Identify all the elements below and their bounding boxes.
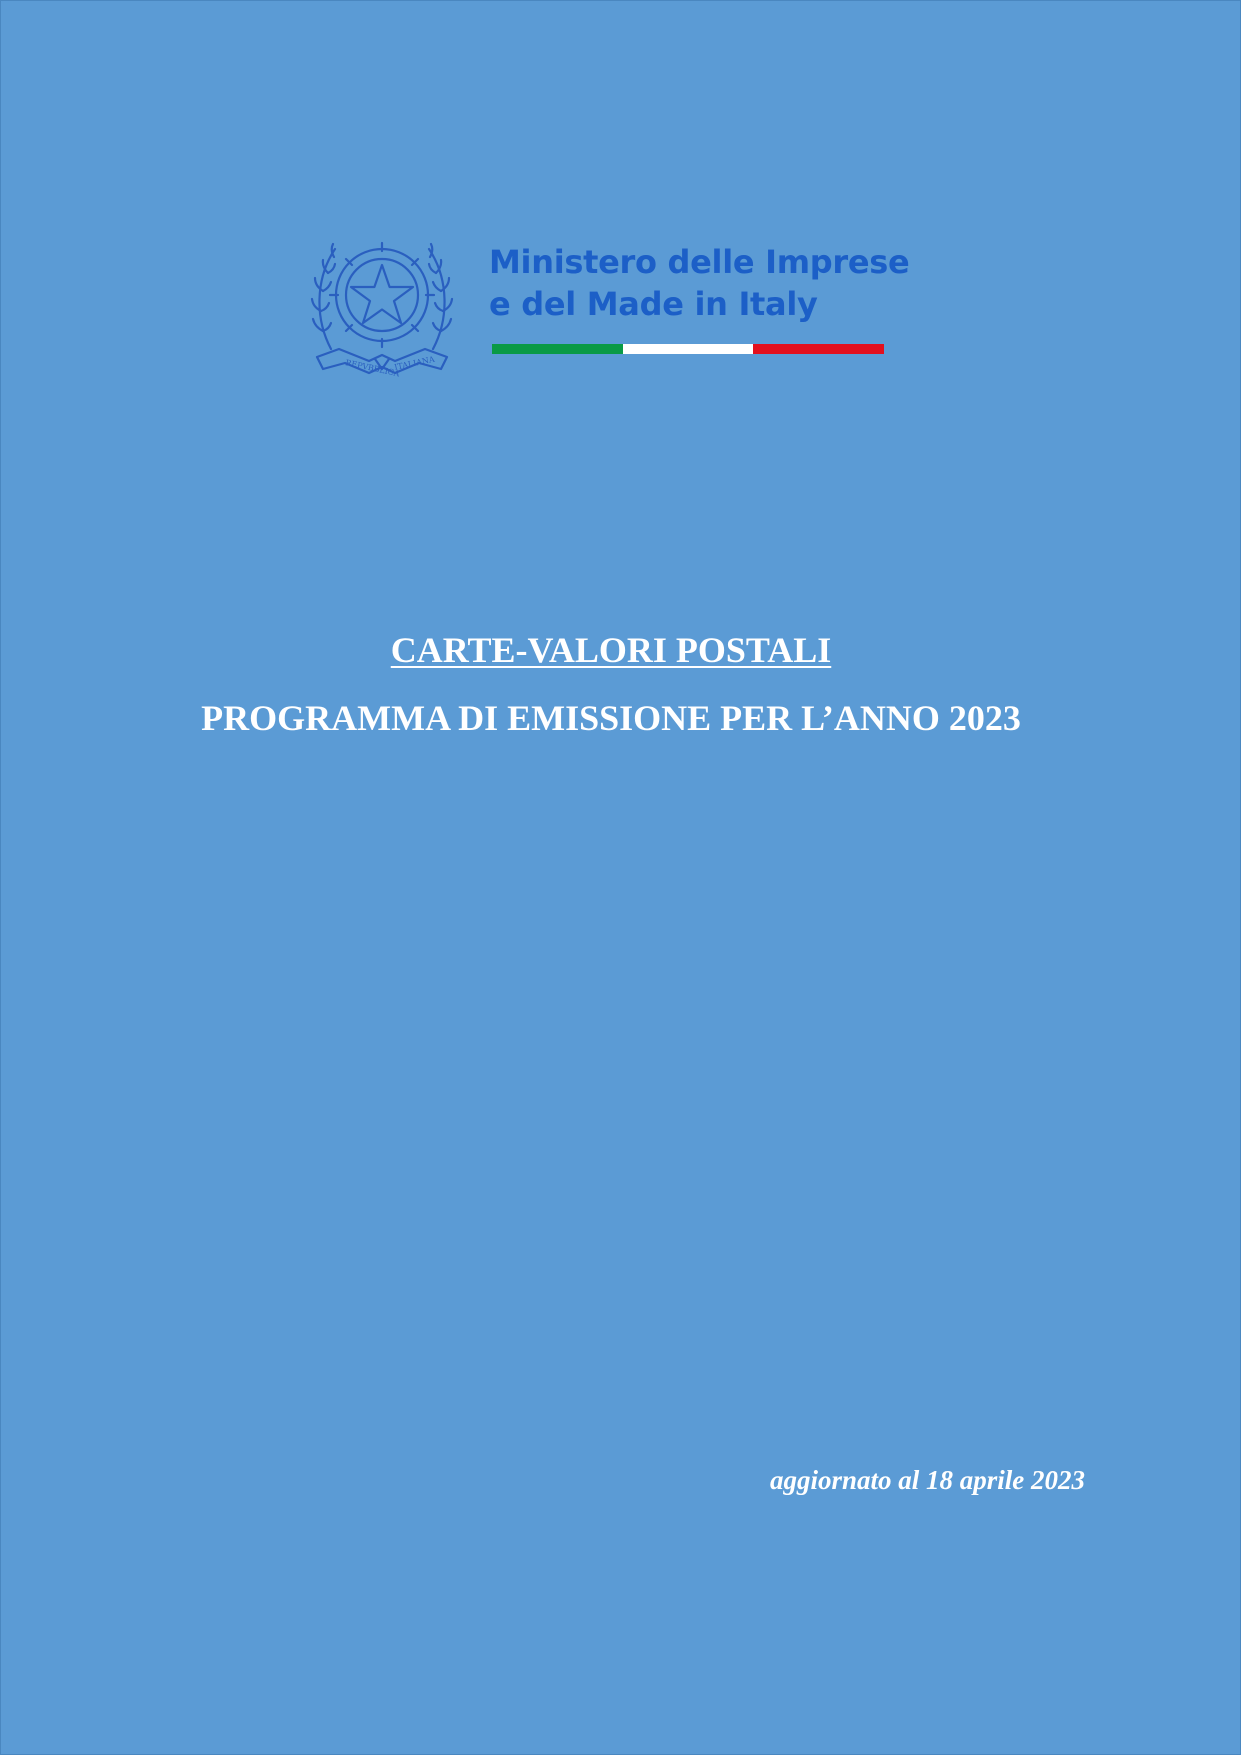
- svg-text:ITALIANA: ITALIANA: [393, 354, 436, 372]
- flag-green-stripe: [492, 344, 623, 354]
- flag-red-stripe: [753, 344, 884, 354]
- italian-republic-emblem-icon: [309, 219, 455, 379]
- ministry-name-line2: e del Made in Italy: [489, 285, 818, 323]
- document-subtitle: PROGRAMMA DI EMISSIONE PER L’ANNO 2023: [201, 698, 1021, 738]
- updated-date-note: aggiornato al 18 aprile 2023: [769, 1465, 1085, 1495]
- ministry-name-line1: Ministero delle Imprese: [489, 243, 910, 281]
- svg-text:REPVBBLICA: REPVBBLICA: [344, 358, 401, 379]
- italian-flag-bar: [492, 344, 884, 354]
- document-title: CARTE-VALORI POSTALI: [390, 630, 832, 670]
- flag-white-stripe: [623, 344, 754, 354]
- ministry-name: [489, 241, 909, 325]
